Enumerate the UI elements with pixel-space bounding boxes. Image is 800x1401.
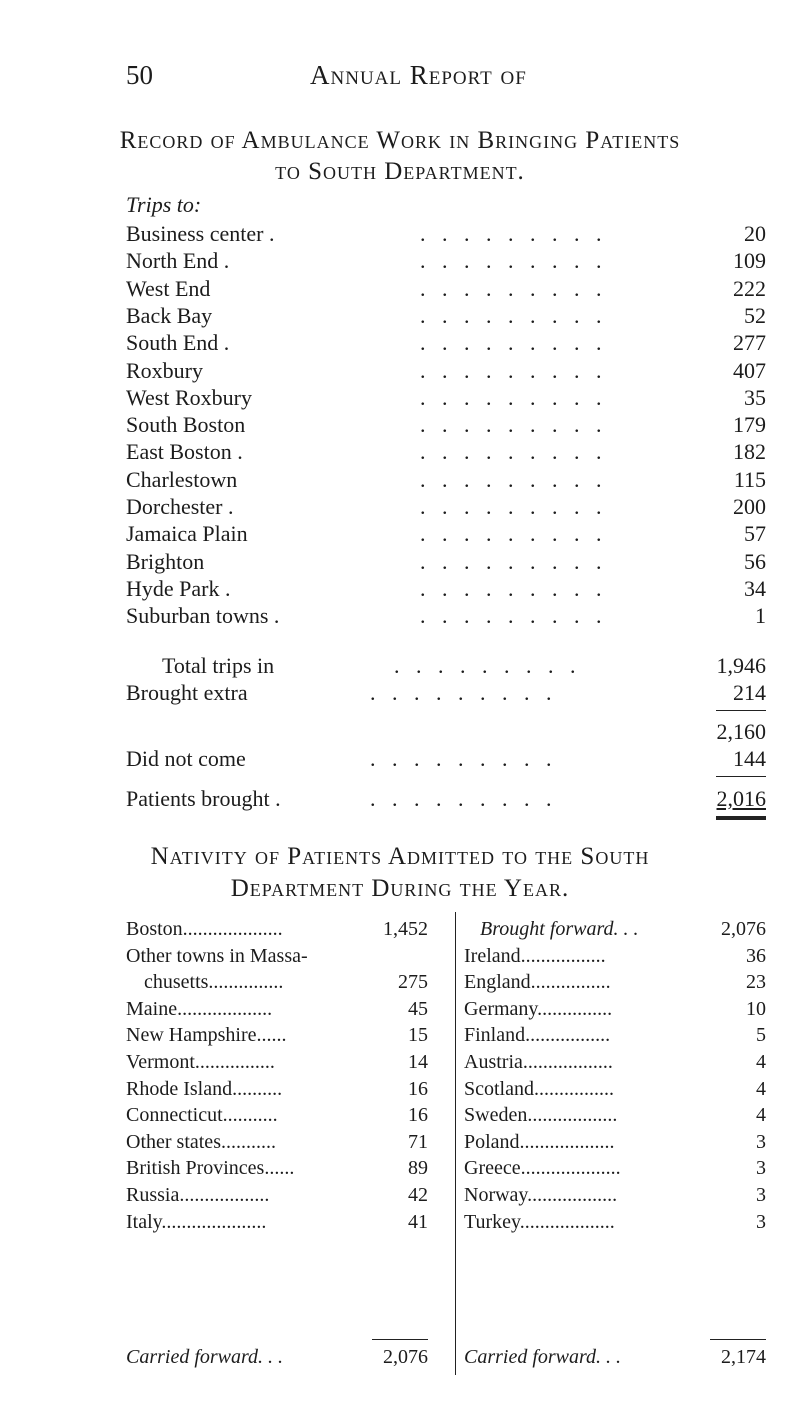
nativity-count: 16 [408,1104,428,1127]
nativity-row [464,1129,766,1155]
nativity-row [126,1155,428,1181]
trip-destination: Roxbury [126,357,203,383]
trip-destination: Charlestown [126,466,238,492]
brought-extra-label: Brought extra [126,680,248,705]
nativity-row [464,1049,766,1075]
nativity-count: 3 [756,1184,766,1206]
trip-count: 57 [744,521,766,547]
leader-dots: . . . . . . . . . [420,357,602,383]
leader-dots: . . . . . . . . . [420,548,602,574]
trip-count: 222 [733,275,766,301]
leader-dots: . . . . . . . . . [370,680,552,705]
leader-dots: . . . . . . . . . [420,575,602,601]
nativity-count: 71 [408,1130,428,1153]
nativity-count: 4 [756,1051,766,1073]
right-carried-forward-row [464,1344,766,1370]
trip-destination: North End . [126,248,230,274]
nativity-count: 10 [746,997,766,1020]
nativity-place: British Provinces...... [126,1157,295,1180]
carried-forward-value: 2,174 [721,1346,766,1368]
trip-count: 407 [733,357,766,383]
trip-destination: Business center . [126,221,275,246]
sum-rule [716,776,766,777]
trip-row [126,275,766,303]
did-not-come-row [126,745,766,773]
page-number: 50 [126,60,153,90]
nativity-count: 45 [408,997,428,1020]
nativity-row [126,1049,428,1075]
nativity-count: 16 [408,1077,428,1100]
trip-destination: Back Bay [126,302,213,328]
nativity-place: Maine................... [126,997,273,1020]
trip-row [126,302,766,330]
leader-dots: . . . . . . . . . [420,603,602,629]
nativity-row [126,916,428,942]
trip-destination: Hyde Park . [126,575,231,601]
trip-destination: Suburban towns . [126,603,280,629]
trip-row [126,220,766,248]
brought-forward-label: Brought forward. . . [480,918,639,940]
leader-dots: . . . . . . . . . [370,786,552,811]
trip-destination: East Boston . [126,439,243,465]
trip-row [126,466,766,494]
nativity-count: 89 [408,1157,428,1180]
trip-count: 20 [744,221,766,246]
carried-forward-label: Carried forward. . . [126,1346,284,1368]
nativity-place: Boston.................... [126,918,283,940]
nativity-place: Finland................. [464,1024,611,1047]
trip-count: 179 [733,412,766,438]
trip-count: 200 [733,494,766,519]
nativity-place: Norway.................. [464,1184,618,1206]
left-sum-rule [372,1339,428,1340]
nativity-place: Vermont................ [126,1051,275,1073]
nativity-count: 3 [756,1210,766,1233]
patients-brought-value: 2,016 [716,786,766,811]
nativity-place: Italy..................... [126,1210,267,1233]
nativity-place: Austria.................. [464,1051,613,1073]
nativity-count: 3 [756,1130,766,1153]
leader-dots: . . . . . . . . . [420,384,602,410]
brought-extra-row [126,679,766,707]
nativity-count: 5 [756,1024,766,1047]
trip-destination: West End [126,275,211,301]
trip-count: 1 [755,603,766,629]
nativity-row [126,1209,428,1235]
nativity-row [464,969,766,995]
trip-destination: Jamaica Plain [126,521,248,547]
leader-dots: . . . . . . . . . [420,439,602,465]
nativity-row [464,1022,766,1048]
nativity-row [126,1182,428,1208]
nativity-title-line-2: Department During the Year. [230,875,570,902]
nativity-count: 15 [408,1024,428,1047]
nativity-count: 14 [408,1051,428,1073]
nativity-row [464,943,766,969]
nativity-row [464,1076,766,1102]
nativity-place: Other states........... [126,1130,276,1153]
brought-extra-value: 214 [733,680,766,705]
trip-row [126,575,766,603]
leader-dots: . . . . . . . . . [420,494,602,519]
total-trips-label: Total trips in [162,653,275,678]
trips-subheading: Trips to: [126,192,202,217]
leader-dots: . . . . . . . . . [420,275,602,301]
nativity-count: 4 [756,1077,766,1100]
trip-count: 277 [733,330,766,356]
trip-row [126,438,766,466]
nativity-place: Connecticut........... [126,1104,278,1127]
nativity-row [144,969,428,995]
did-not-come-value: 144 [733,746,766,771]
carried-forward-label: Carried forward. . . [464,1346,622,1368]
leader-dots: . . . . . . . . . [370,746,552,771]
nativity-place: Rhode Island.......... [126,1077,283,1100]
trip-row [126,329,766,357]
trip-count: 115 [733,466,766,492]
nativity-place: chusetts............... [144,971,284,994]
nativity-row [464,1155,766,1181]
brought-forward-value: 2,076 [721,918,766,940]
leader-dots: . . . . . . . . . [394,653,576,678]
leader-dots: . . . . . . . . . [420,302,602,328]
trip-destination: South End . [126,330,230,356]
leader-dots: . . . . . . . . . [420,330,602,356]
trip-row [126,384,766,412]
trip-count: 109 [733,248,766,274]
nativity-count: 3 [756,1157,766,1180]
nativity-place: Ireland................. [464,944,606,967]
leader-dots: . . . . . . . . . [420,221,602,246]
trip-destination: South Boston [126,412,246,438]
ambulance-title-line-2: to South Department. [275,158,525,185]
nativity-row [126,943,428,969]
nativity-count: 1,452 [383,918,428,940]
column-divider [455,912,456,1375]
trip-count: 182 [733,439,766,465]
trip-count: 56 [744,548,766,574]
nativity-place: Other towns in Massa- [126,944,308,967]
nativity-row [464,1102,766,1128]
leader-dots: . . . . . . . . . [420,248,602,274]
left-carried-forward-row [126,1344,428,1370]
nativity-place: Poland................... [464,1130,615,1153]
nativity-place: Sweden.................. [464,1104,618,1127]
nativity-row [464,1209,766,1235]
trip-count: 34 [744,575,766,601]
nativity-title-line-1: Nativity of Patients Admitted to the South [150,843,650,870]
nativity-count: 4 [756,1104,766,1127]
right-sum-rule [710,1339,766,1340]
trip-destination: West Roxbury [126,384,252,410]
trip-row [126,411,766,439]
nativity-place: Scotland................ [464,1077,614,1100]
nativity-place: New Hampshire...... [126,1024,287,1047]
trip-row [126,357,766,385]
trip-count: 52 [744,302,766,328]
running-header: Annual Report of [310,60,527,90]
total-trips-value: 1,946 [716,653,766,678]
subtotal-row [126,718,766,746]
nativity-row [126,1076,428,1102]
ambulance-title-line-1: Record of Ambulance Work in Bringing Patients [119,127,681,154]
trip-row [126,548,766,576]
nativity-place: Greece.................... [464,1157,621,1180]
nativity-count: 42 [408,1184,428,1206]
nativity-count: 275 [398,971,428,994]
nativity-count: 23 [746,971,766,994]
nativity-count: 36 [746,944,766,967]
did-not-come-label: Did not come [126,746,246,771]
nativity-row [464,996,766,1022]
subtotal-value: 2,160 [716,719,766,744]
carried-forward-value: 2,076 [383,1346,428,1368]
leader-dots: . . . . . . . . . [420,412,602,438]
nativity-place: Russia.................. [126,1184,270,1206]
nativity-row [126,996,428,1022]
nativity-row [126,1102,428,1128]
nativity-place: England................ [464,971,611,994]
nativity-place: Germany............... [464,997,613,1020]
trip-row [126,602,766,630]
total-double-rule [716,816,766,820]
patients-brought-label: Patients brought . [126,786,281,811]
brought-forward-row [464,916,766,942]
trip-destination: Dorchester . [126,494,234,519]
nativity-row [126,1022,428,1048]
sum-rule [716,710,766,711]
total-trips-row [126,652,766,680]
leader-dots: . . . . . . . . . [420,521,602,547]
nativity-count: 41 [408,1210,428,1233]
trip-row [126,247,766,275]
trip-row [126,493,766,521]
trip-count: 35 [744,384,766,410]
nativity-row [464,1182,766,1208]
trip-destination: Brighton [126,548,205,574]
leader-dots: . . . . . . . . . [420,466,602,492]
nativity-row [126,1129,428,1155]
nativity-place: Turkey................... [464,1210,615,1233]
patients-brought-row [126,785,766,813]
trip-row [126,520,766,548]
